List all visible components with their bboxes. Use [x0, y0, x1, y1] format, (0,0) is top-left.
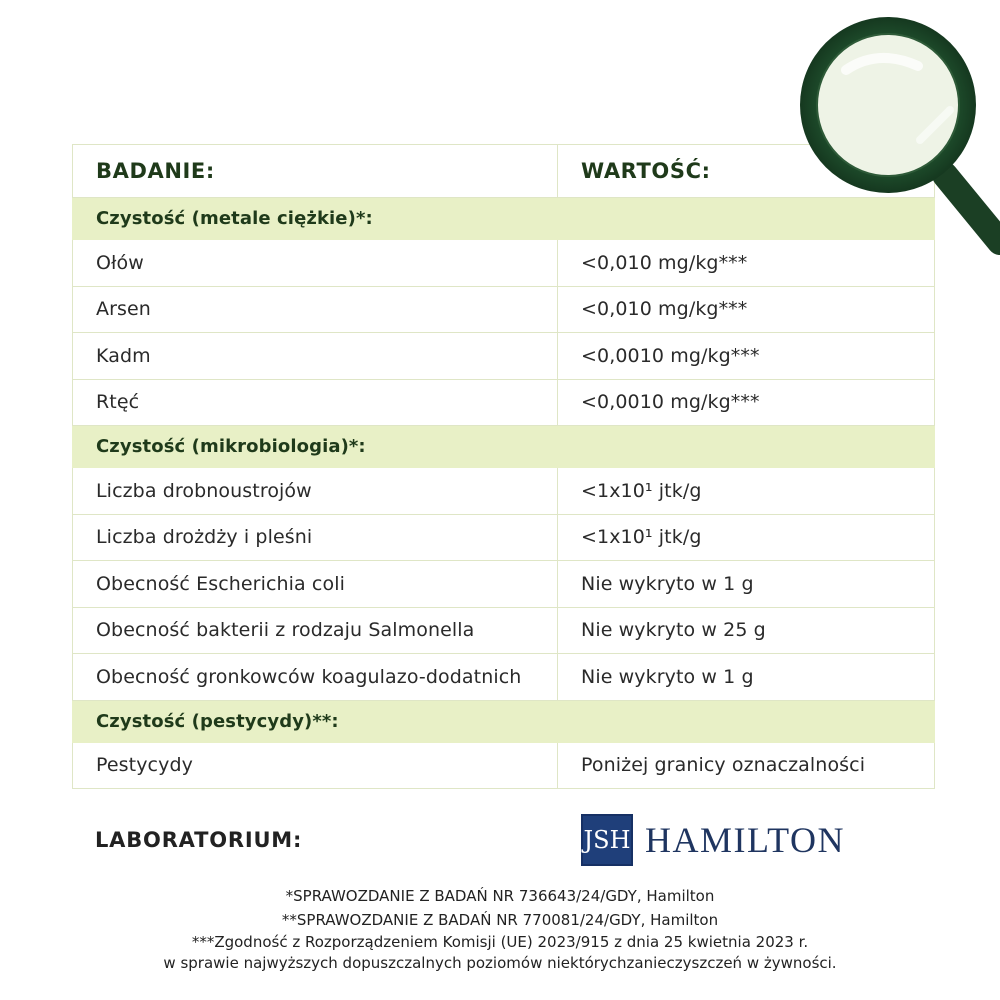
row-param: Liczba drożdży i pleśni — [73, 514, 558, 561]
section-pesticides — [73, 700, 935, 742]
footnote: **SPRAWOZDANIE Z BADAŃ NR 770081/24/GDY, Hamilton — [281, 911, 719, 929]
section-title: Czystość (mikrobiologia)*: — [73, 426, 935, 468]
table-row — [73, 379, 935, 426]
row-value: <1x10¹ jtk/g — [558, 468, 935, 515]
row-value: Nie wykryto w 25 g — [558, 607, 935, 654]
row-value: Nie wykryto w 1 g — [558, 654, 935, 701]
magnifying-glass-icon — [760, 0, 1000, 260]
table-row — [73, 607, 935, 654]
laboratory-label: LABORATORIUM: — [95, 828, 303, 852]
footnote: *SPRAWOZDANIE Z BADAŃ NR 736643/24/GDY, Hamilton — [285, 887, 715, 905]
row-param: Obecność bakterii z rodzaju Salmonella — [73, 607, 558, 654]
row-value: <0,0010 mg/kg*** — [558, 379, 935, 426]
section-title: Czystość (pestycydy)**: — [73, 700, 935, 742]
row-param: Ołów — [73, 240, 558, 287]
footnote: w sprawie najwyższych dopuszczalnych poziomów niektórychzanieczyszczeń w żywności. — [163, 954, 837, 972]
section-microbiology — [73, 426, 935, 468]
table-row — [73, 333, 935, 380]
row-param: Obecność gronkowców koagulazo-dodatnich — [73, 654, 558, 701]
table-row — [73, 742, 935, 789]
table-row — [73, 654, 935, 701]
header-param: BADANIE: — [73, 145, 558, 198]
row-param: Arsen — [73, 286, 558, 333]
table-row — [73, 286, 935, 333]
row-param: Liczba drobnoustrojów — [73, 468, 558, 515]
table-row — [73, 514, 935, 561]
table-row — [73, 561, 935, 608]
section-title: Czystość (metale ciężkie)*: — [73, 198, 935, 240]
logo-mark: JSH — [581, 814, 633, 866]
row-param: Obecność Escherichia coli — [73, 561, 558, 608]
row-param: Pestycydy — [73, 742, 558, 789]
header-value: WARTOŚĆ: — [558, 145, 935, 198]
row-value: Nie wykryto w 1 g — [558, 561, 935, 608]
table-row — [73, 468, 935, 515]
row-param: Kadm — [73, 333, 558, 380]
row-value: <0,0010 mg/kg*** — [558, 333, 935, 380]
hamilton-logo — [581, 814, 845, 866]
row-value: Poniżej granicy oznaczalności — [558, 742, 935, 789]
row-value: <1x10¹ jtk/g — [558, 514, 935, 561]
row-value: <0,010 mg/kg*** — [558, 240, 935, 287]
footnotes — [0, 884, 1000, 974]
footnote: ***Zgodność z Rozporządzeniem Komisji (UE) 2023/915 z dnia 25 kwietnia 2023 r. — [191, 933, 809, 951]
logo-name: HAMILTON — [645, 820, 846, 860]
row-value: <0,010 mg/kg*** — [558, 286, 935, 333]
row-param: Rtęć — [73, 379, 558, 426]
